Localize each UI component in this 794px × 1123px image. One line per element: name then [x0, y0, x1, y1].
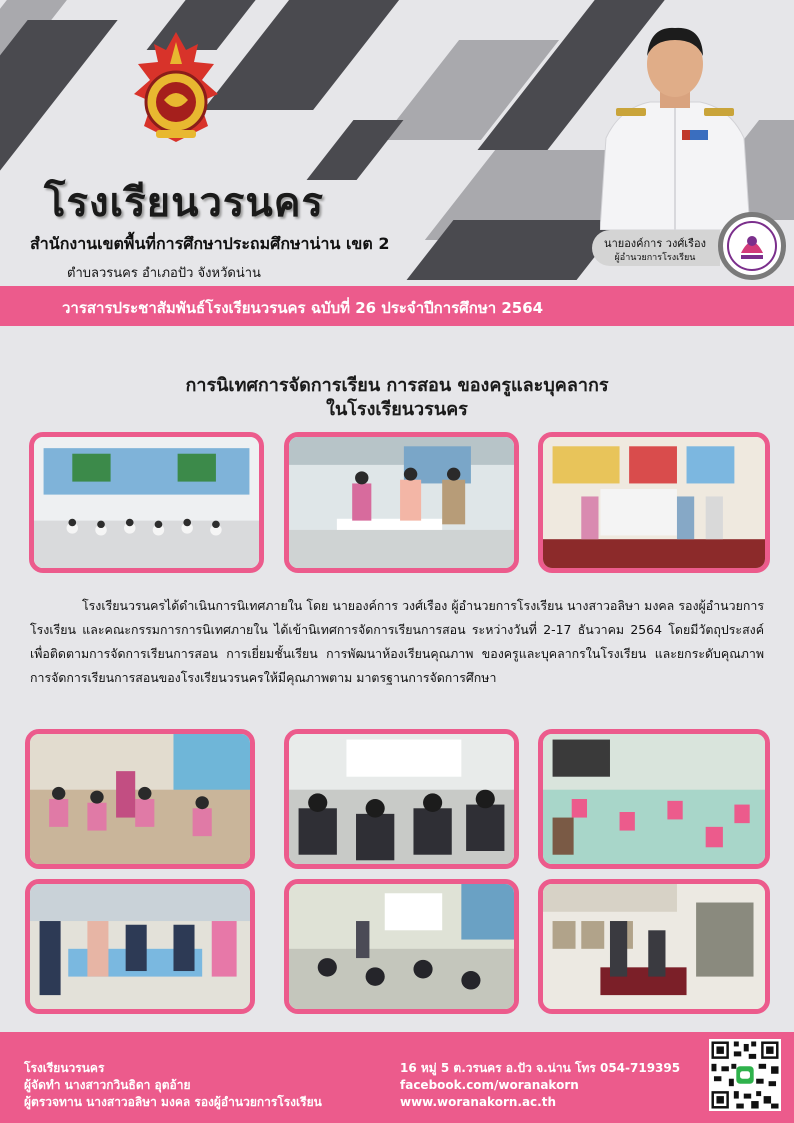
article-title-line2: ในโรงเรียนวรนคร [326, 399, 468, 420]
footer-address: 16 หมู่ 5 ต.วรนคร อ.ปัว จ.น่าน โทร 054-719395 [400, 1061, 681, 1075]
director-name: นายองค์การ วงศ์เรือง [604, 237, 706, 250]
footer-school-name: โรงเรียนวรนคร [24, 1061, 105, 1075]
footer-right [400, 1060, 680, 1111]
newsletter-banner-text: วารสารประชาสัมพันธ์โรงเรียนวรนคร ฉบับที่ 26 ประจำปีการศึกษา 2564 [62, 299, 544, 317]
classroom-photo [538, 729, 770, 869]
article-title-line1: การนิเทศการจัดการเรียน การสอน ของครูและบุคลากร [185, 375, 609, 396]
classroom-photo [538, 879, 770, 1014]
footer-left [24, 1060, 322, 1111]
school-seal-logo [718, 212, 786, 280]
school-title: โรงเรียนวรนคร [44, 180, 324, 226]
classroom-photo [538, 432, 770, 573]
classroom-photo [284, 729, 519, 869]
article-title [0, 374, 794, 422]
classroom-photo [284, 879, 519, 1014]
director-photo [600, 18, 750, 230]
classroom-photo [29, 432, 264, 573]
school-emblem-logo [128, 30, 224, 148]
article-body [30, 594, 764, 690]
footer-editor: ผู้จัดทำ นางสาวกวินธิดา อุตอ้าย [24, 1078, 191, 1092]
education-office: สำนักงานเขตพื้นที่การศึกษาประถมศึกษาน่าน เขต 2 [30, 234, 390, 253]
footer-website: www.woranakorn.ac.th [400, 1095, 557, 1109]
classroom-photo [284, 432, 519, 573]
footer-facebook: facebook.com/woranakorn [400, 1078, 579, 1092]
classroom-photo [25, 879, 255, 1014]
director-title: ผู้อำนวยการโรงเรียน [614, 253, 696, 263]
article-body-paragraph: โรงเรียนวรนครได้ดำเนินการนิเทศภายใน โดย นายองค์การ วงศ์เรือง ผู้อำนวยการโรงเรียน นางสาวอลิษา มงคล รองผู้อำนวยการโรงเรียน และคณะกรรมการการนิเทศภายใน ได้เข้านิเทศการจัดการเรียนการสอน ระหว่างวันที่ 2-17 ธันวาคม 2564 โดยมีวัตถุประสงค์เพื่อติดตามการจัดการเรียนการสอน การเยี่ยมชั้นเรียน การพัฒนาห้องเรียนคุณภาพ ของครูและบุคลากรในโรงเรียน และยกระดับคุณภาพการจัดการเรียนการสอนของโรงเรียนวรนครให้มีคุณภาพตาม มาตรฐานการจัดการศึกษา [30, 598, 764, 685]
footer-reviewer: ผู้ตรวจทาน นางสาวอลิษา มงคล รองผู้อำนวยการโรงเรียน [24, 1095, 322, 1109]
qr-code[interactable] [709, 1039, 781, 1111]
classroom-photo [25, 729, 255, 869]
school-address: ตำบลวรนคร อำเภอปัว จังหวัดน่าน [67, 266, 261, 281]
